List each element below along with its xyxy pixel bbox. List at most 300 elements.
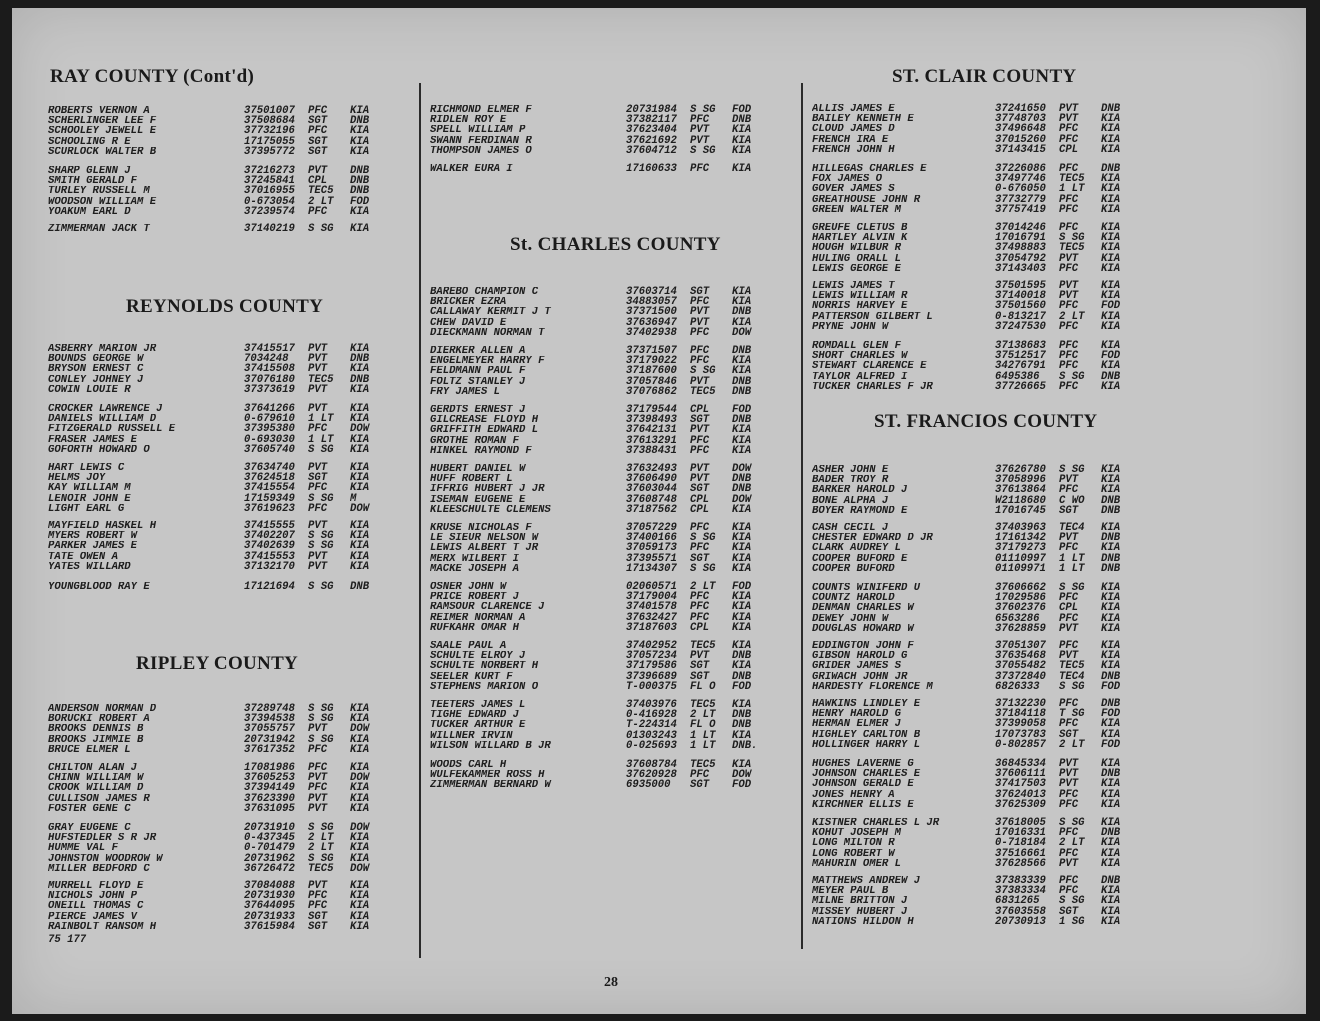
rank: 1 LT — [1059, 552, 1085, 565]
serial-number: 37644095 — [244, 900, 295, 913]
rank: PVT — [1059, 113, 1079, 126]
soldier-name: DENMAN CHARLES W — [812, 603, 914, 614]
roster-entry — [812, 564, 1202, 574]
roster-entry — [430, 554, 808, 564]
rank: CPL — [690, 493, 710, 506]
rank: PVT — [1059, 103, 1079, 115]
serial-number: 37620928 — [626, 769, 677, 782]
status-code: KIA — [350, 105, 370, 117]
roster-entry — [430, 682, 808, 692]
status-code: KIA — [350, 383, 370, 396]
roster-entry — [430, 387, 808, 397]
serial-number: 17160633 — [626, 163, 677, 175]
rank: PVT — [308, 165, 328, 177]
rank: PFC — [1059, 542, 1079, 555]
status-code: KIA — [350, 403, 370, 415]
status-code: DNB — [350, 185, 370, 198]
status-code: KIA — [350, 792, 370, 805]
roster-entry — [430, 710, 808, 720]
soldier-name: WOODSON WILLIAM E — [48, 196, 157, 207]
rank: PVT — [1059, 768, 1079, 781]
roster-group — [430, 464, 808, 515]
soldier-name: NICHOLS JOHN P — [48, 891, 138, 902]
serial-number: 0-437345 — [244, 832, 295, 845]
footnote-code: 75 177 — [48, 934, 87, 946]
soldier-name: RUFKAHR OMAR H — [430, 622, 520, 633]
status-code: KIA — [1101, 718, 1121, 731]
serial-number: 6563286 — [995, 612, 1040, 625]
soldier-name: FOSTER GENE C — [48, 803, 131, 814]
soldier-name: FOLTZ STANLEY J — [430, 376, 526, 387]
soldier-name: SAALE PAUL A — [430, 641, 507, 652]
soldier-name: THOMPSON JAMES O — [430, 145, 532, 156]
status-code: KIA — [350, 530, 370, 543]
status-code: KIA — [1101, 380, 1121, 393]
status-code: KIA — [1101, 262, 1121, 275]
serial-number: 37395571 — [626, 552, 677, 565]
rank: PFC — [690, 114, 710, 127]
rank: PVT — [1059, 474, 1079, 487]
soldier-name: KIRCHNER ELLIS E — [812, 799, 914, 810]
status-code: KIA — [350, 343, 370, 355]
status-code: DOW — [732, 463, 752, 475]
soldier-name: ZIMMERMAN JACK T — [48, 224, 150, 235]
soldier-name: CHESTER EDWARD D JR — [812, 533, 933, 544]
soldier-name: HUBERT DANIEL W — [430, 464, 526, 475]
status-code: KIA — [350, 802, 370, 815]
status-code: KIA — [1101, 602, 1121, 615]
status-code: FOD — [1101, 350, 1121, 363]
status-code: KIA — [1101, 522, 1121, 534]
soldier-name: KISTNER CHARLES L JR — [812, 818, 940, 829]
status-code: FOD — [1101, 680, 1121, 693]
status-code: DOW — [732, 326, 752, 339]
status-code: KIA — [1101, 113, 1121, 126]
status-code: KIA — [350, 462, 370, 474]
serial-number: 37179004 — [626, 591, 677, 604]
rank: 1 LT — [308, 433, 334, 446]
rank: PFC — [308, 205, 328, 218]
soldier-name: HUFF ROBERT L — [430, 474, 513, 485]
soldier-name: HART LEWIS C — [48, 463, 125, 474]
soldier-name: GRIWACH JOHN JR — [812, 671, 908, 682]
status-code: DNB — [732, 719, 752, 732]
serial-number: 0-701479 — [244, 842, 295, 855]
serial-number: 0-676050 — [995, 183, 1046, 196]
status-code: DNB — [350, 115, 370, 128]
roster-entry — [48, 445, 420, 455]
rank: TEC5 — [308, 862, 334, 875]
serial-number: 6831265 — [995, 895, 1040, 908]
soldier-name: HAWKINS LINDLEY E — [812, 699, 921, 710]
roster-group — [430, 760, 808, 791]
soldier-name: CASH CECIL J — [812, 523, 889, 534]
status-code: KIA — [1101, 778, 1121, 791]
rank: SGT — [308, 135, 328, 148]
roster-entry — [430, 641, 808, 651]
roster-entry — [430, 661, 808, 671]
soldier-name: COWIN LOUIE R — [48, 384, 131, 395]
soldier-name: BRUCE ELMER L — [48, 744, 131, 755]
rank: SGT — [690, 779, 710, 792]
status-code: DOW — [350, 423, 370, 436]
heading-st-charles-county: St. CHARLES COUNTY — [510, 234, 721, 255]
soldier-name: CLOUD JAMES D — [812, 124, 895, 135]
serial-number: 0-673054 — [244, 195, 295, 208]
serial-number: 20731930 — [244, 890, 295, 903]
soldier-name: CROCKER LAWRENCE J — [48, 404, 163, 415]
roster-entry — [430, 760, 808, 770]
status-code: KIA — [732, 729, 752, 742]
soldier-name: BADER TROY R — [812, 475, 889, 486]
roster-entry — [430, 377, 808, 387]
roster-group — [48, 224, 420, 234]
rank: TEC5 — [308, 373, 334, 386]
rank: 1 LT — [1059, 562, 1085, 575]
status-code: KIA — [1101, 650, 1121, 663]
serial-number: 37179586 — [626, 660, 677, 673]
soldier-name: PARKER JAMES E — [48, 541, 138, 552]
serial-number: 20731910 — [244, 822, 295, 834]
status-code: KIA — [1101, 622, 1121, 635]
status-code: KIA — [732, 286, 752, 298]
status-code: KIA — [732, 562, 752, 575]
serial-number: 37641266 — [244, 403, 295, 415]
soldier-name: LONG ROBERT W — [812, 848, 895, 859]
roster-entry — [430, 523, 808, 533]
roster-entry — [430, 115, 808, 125]
serial-number: 34883057 — [626, 296, 677, 309]
roster-entry — [430, 780, 808, 790]
status-code: KIA — [732, 434, 752, 447]
serial-number: 37289748 — [244, 703, 295, 715]
serial-number: 37642131 — [626, 424, 677, 437]
serial-number: 37140219 — [244, 223, 295, 235]
serial-number: 37417503 — [995, 778, 1046, 791]
status-code: DNB — [732, 345, 752, 357]
serial-number: 37732779 — [995, 193, 1046, 206]
rank: PVT — [1059, 532, 1079, 545]
rank: PVT — [1059, 778, 1079, 791]
roster-entry — [430, 346, 808, 356]
serial-number: 0-802857 — [995, 738, 1046, 751]
status-code: DNB — [1101, 103, 1121, 115]
status-code: DNB — [350, 373, 370, 386]
roster-entry — [812, 145, 1202, 155]
rank: FL O — [690, 680, 716, 693]
serial-number: 37373619 — [244, 383, 295, 396]
soldier-name: LEWIS WILLIAM R — [812, 291, 908, 302]
roster-group — [430, 346, 808, 397]
serial-number: 37179273 — [995, 542, 1046, 555]
rank: CPL — [690, 404, 710, 416]
serial-number: 36726472 — [244, 862, 295, 875]
rank: S SG — [308, 223, 334, 235]
serial-number: 37628859 — [995, 622, 1046, 635]
serial-number: 37516661 — [995, 847, 1046, 860]
rank: PFC — [1059, 222, 1079, 234]
serial-number: 01303243 — [626, 729, 677, 742]
soldier-name: WULFEKAMMER ROSS H — [430, 770, 545, 781]
soldier-name: SHARP GLENN J — [48, 166, 131, 177]
soldier-name: MYERS ROBERT W — [48, 531, 138, 542]
rank: SGT — [690, 286, 710, 298]
soldier-name: COUNTS WINIFERD U — [812, 583, 921, 594]
rank: PVT — [690, 650, 710, 663]
roster-entry — [430, 405, 808, 415]
serial-number: 37239574 — [244, 205, 295, 218]
status-code: KIA — [732, 532, 752, 545]
serial-number: 37059173 — [626, 542, 677, 555]
rank: PVT — [1059, 650, 1079, 663]
serial-number: 6826333 — [995, 680, 1040, 693]
status-code: KIA — [350, 703, 370, 715]
serial-number: 37398493 — [626, 414, 677, 427]
serial-number: 37402207 — [244, 530, 295, 543]
status-code: KIA — [350, 900, 370, 913]
rank: SGT — [690, 483, 710, 496]
status-code: KIA — [1101, 905, 1121, 918]
serial-number: 37603558 — [995, 905, 1046, 918]
rank: PFC — [1059, 484, 1079, 497]
status-code: KIA — [732, 601, 752, 614]
serial-number: 37623404 — [626, 124, 677, 137]
soldier-name: GILCREASE FLOYD H — [430, 415, 539, 426]
status-code: DNB — [1101, 552, 1121, 565]
serial-number: 37632427 — [626, 611, 677, 624]
rank: TEC4 — [1059, 670, 1085, 683]
status-code: KIA — [1101, 592, 1121, 605]
roster-group — [812, 465, 1202, 516]
serial-number: 37226086 — [995, 163, 1046, 175]
rank: SGT — [690, 552, 710, 565]
rank: S SG — [690, 365, 716, 378]
serial-number: 37055757 — [244, 723, 295, 736]
serial-number: 37084088 — [244, 880, 295, 892]
soldier-name: HERMAN ELMER J — [812, 719, 902, 730]
status-code: FOD — [1101, 708, 1121, 721]
rank: SGT — [308, 472, 328, 485]
status-code: KIA — [732, 660, 752, 673]
roster-entry — [48, 207, 420, 217]
soldier-name: MEYER PAUL B — [812, 886, 889, 897]
status-code: KIA — [1101, 123, 1121, 136]
rank: 1 SG — [1059, 915, 1085, 928]
soldier-name: HENRY HAROLD G — [812, 709, 902, 720]
roster-group — [812, 341, 1202, 392]
roster-entry — [430, 415, 808, 425]
serial-number: 37187603 — [626, 621, 677, 634]
rank: PVT — [308, 520, 328, 532]
serial-number: 37395772 — [244, 145, 295, 158]
soldier-name: FOX JAMES O — [812, 174, 882, 185]
serial-number: 37216273 — [244, 165, 295, 177]
serial-number: 37383339 — [995, 875, 1046, 887]
status-code: KIA — [1101, 340, 1121, 352]
status-code: DNB — [732, 414, 752, 427]
roster-entry — [48, 582, 420, 592]
roster-group — [48, 763, 420, 814]
status-code: DNB — [732, 483, 752, 496]
rank: PVT — [308, 772, 328, 785]
roster-entry — [48, 562, 420, 572]
soldier-name: COOPER BUFORD — [812, 563, 895, 574]
rank: S SG — [308, 492, 334, 505]
rank: PFC — [308, 743, 328, 756]
rank: PFC — [690, 591, 710, 604]
soldier-name: DIECKMANN NORMAN T — [430, 327, 545, 338]
soldier-name: JOHNSON CHARLES E — [812, 769, 921, 780]
rank: PVT — [690, 124, 710, 137]
serial-number: 36845334 — [995, 758, 1046, 770]
soldier-name: BROOKS DENNIS B — [48, 724, 144, 735]
soldier-name: ASHER JOHN E — [812, 465, 889, 476]
rank: PFC — [1059, 193, 1079, 206]
roster-group — [48, 463, 420, 514]
status-code: FOD — [732, 104, 752, 116]
rank: PFC — [690, 522, 710, 534]
status-code: KIA — [1101, 133, 1121, 146]
rank: 2 LT — [1059, 310, 1085, 323]
rank: PFC — [1059, 592, 1079, 605]
soldier-name: ROMDALL GLEN F — [812, 341, 902, 352]
serial-number: 37632493 — [626, 463, 677, 475]
roster-entry — [48, 147, 420, 157]
roster-group — [48, 404, 420, 455]
rank: PVT — [308, 363, 328, 376]
soldier-name: SCHOOLEY JEWELL E — [48, 126, 157, 137]
serial-number: 37132170 — [244, 560, 295, 573]
rank: PVT — [1059, 290, 1079, 303]
status-code: KIA — [350, 842, 370, 855]
status-code: KIA — [1101, 885, 1121, 898]
status-code: KIA — [350, 443, 370, 456]
status-code: FOD — [732, 581, 752, 593]
roster-entry — [430, 436, 808, 446]
status-code: KIA — [732, 640, 752, 652]
heading-st-francios-county: ST. FRANCIOS COUNTY — [874, 411, 1098, 432]
serial-number: 37076862 — [626, 385, 677, 398]
roster-group — [48, 881, 420, 932]
status-code: KIA — [732, 699, 752, 711]
soldier-name: NATIONS HILDON H — [812, 916, 914, 927]
status-code: KIA — [1101, 320, 1121, 333]
status-code: DNB — [350, 175, 370, 188]
serial-number: 0-693030 — [244, 433, 295, 446]
rank: PFC — [308, 423, 328, 436]
soldier-name: CHILTON ALAN J — [48, 763, 138, 774]
serial-number: 37415517 — [244, 343, 295, 355]
status-code: DOW — [732, 493, 752, 506]
soldier-name: CLARK AUDREY L — [812, 543, 902, 554]
rank: PFC — [1059, 640, 1079, 652]
soldier-name: TATE OWEN A — [48, 551, 118, 562]
soldier-name: BORUCKI ROBERT A — [48, 714, 150, 725]
status-code: KIA — [732, 163, 752, 175]
soldier-name: FRENCH JOHN H — [812, 144, 895, 155]
status-code: DNB — [732, 306, 752, 319]
status-code: KIA — [732, 144, 752, 157]
roster-group — [812, 281, 1202, 332]
status-code: DNB — [350, 165, 370, 177]
status-code: KIA — [1101, 183, 1121, 196]
status-code: KIA — [350, 782, 370, 795]
soldier-name: CALLAWAY KERMIT J T — [430, 307, 551, 318]
roster-entry — [430, 770, 808, 780]
rank: PFC — [308, 890, 328, 903]
serial-number: 37624518 — [244, 472, 295, 485]
roster-group — [812, 699, 1202, 750]
status-code: KIA — [350, 472, 370, 485]
status-code: KIA — [350, 433, 370, 446]
status-code: KIA — [732, 124, 752, 137]
serial-number: 20731984 — [626, 104, 677, 116]
roster-group — [430, 164, 808, 174]
soldier-name: LEWIS GEORGE E — [812, 263, 902, 274]
soldier-name: ANDERSON NORMAN D — [48, 704, 157, 715]
rank: TEC5 — [690, 699, 716, 711]
roster-group — [48, 521, 420, 572]
status-code: KIA — [732, 424, 752, 437]
status-code: DNB — [1101, 370, 1121, 383]
status-code: KIA — [732, 296, 752, 309]
roster-entry — [430, 564, 808, 574]
serial-number: 37621692 — [626, 134, 677, 147]
rank: CPL — [1059, 143, 1079, 156]
status-code: KIA — [350, 733, 370, 746]
serial-number: 37415555 — [244, 520, 295, 532]
soldier-name: JOHNSTON WOODROW W — [48, 853, 163, 864]
serial-number: 37187562 — [626, 503, 677, 516]
rank: PVT — [1059, 280, 1079, 292]
soldier-name: GREEN WALTER M — [812, 204, 902, 215]
serial-number: 37634740 — [244, 462, 295, 474]
serial-number: 17029586 — [995, 592, 1046, 605]
soldier-name: ISEMAN EUGENE E — [430, 494, 526, 505]
soldier-name: ROBERTS VERNON A — [48, 106, 150, 117]
serial-number: 02060571 — [626, 581, 677, 593]
status-code: KIA — [350, 852, 370, 865]
roster-entry — [48, 922, 420, 932]
status-code: DOW — [350, 502, 370, 515]
soldier-name: LE SIEUR NELSON W — [430, 533, 539, 544]
rank: PFC — [1059, 698, 1079, 710]
rank: PFC — [308, 502, 328, 515]
soldier-name: GOFORTH HOWARD O — [48, 444, 150, 455]
soldier-name: SCHOOLING R E — [48, 136, 131, 147]
serial-number: 37402639 — [244, 540, 295, 553]
soldier-name: MURRELL FLOYD E — [48, 881, 144, 892]
status-code: DNB — [350, 353, 370, 366]
serial-number: 37726665 — [995, 380, 1046, 393]
status-code: FOD — [732, 779, 752, 792]
serial-number: 37372840 — [995, 670, 1046, 683]
serial-number: 37626780 — [995, 464, 1046, 476]
roster-entry — [430, 672, 808, 682]
status-code: KIA — [1101, 252, 1121, 265]
soldier-name: DOUGLAS HOWARD W — [812, 623, 914, 634]
soldier-name: CHINN WILLIAM W — [48, 773, 144, 784]
serial-number: 37606662 — [995, 582, 1046, 594]
rank: CPL — [690, 621, 710, 634]
roster-entry — [430, 136, 808, 146]
status-code: KIA — [1101, 143, 1121, 156]
roster-entry — [812, 917, 1202, 927]
serial-number: 17161342 — [995, 532, 1046, 545]
soldier-name: RAMSOUR CLARENCE J — [430, 602, 545, 613]
rank: PFC — [1059, 300, 1079, 313]
serial-number: T-000375 — [626, 680, 677, 693]
